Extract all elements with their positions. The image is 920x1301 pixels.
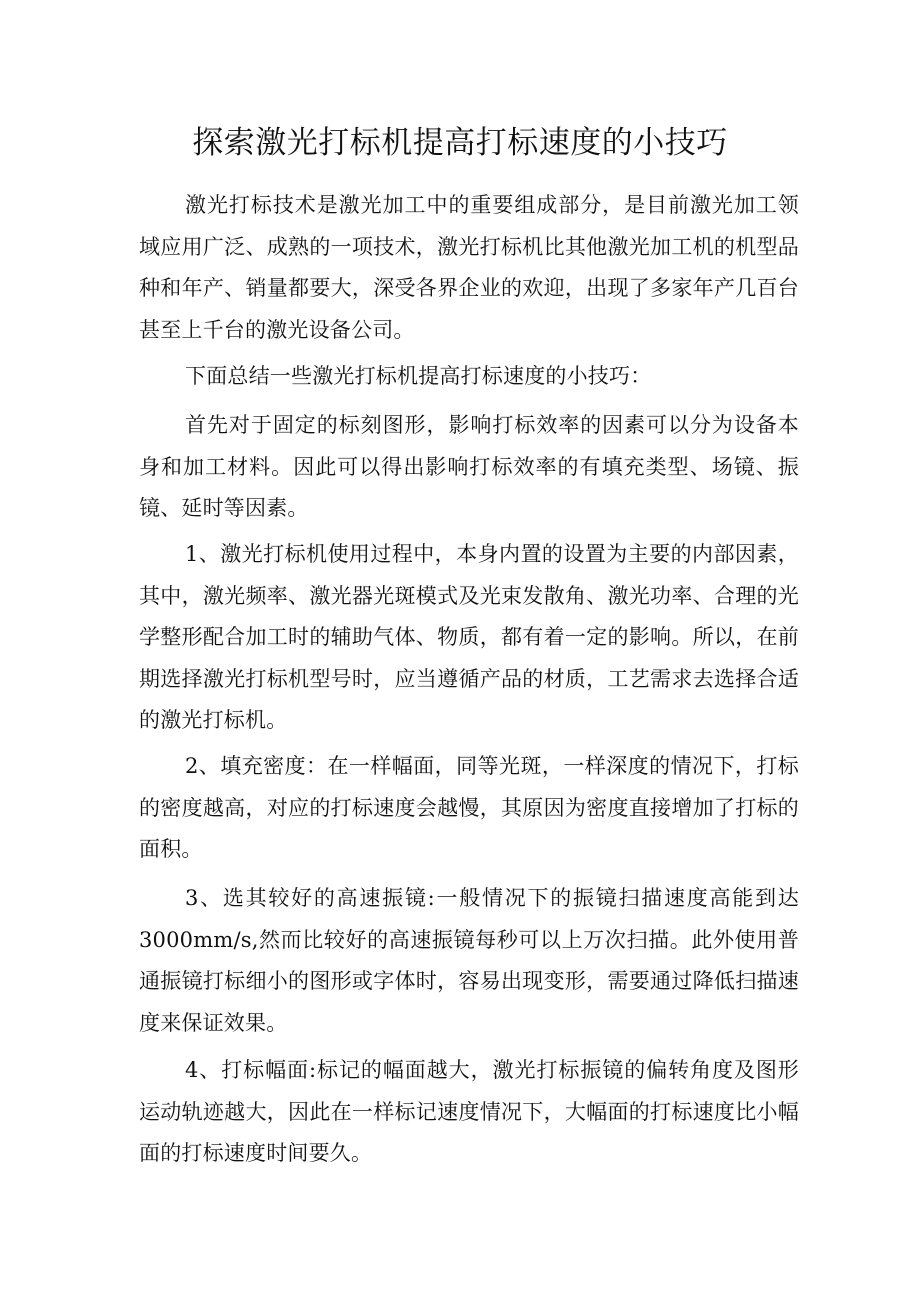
paragraph-tip-3: 3、选其较好的高速振镜:一般情况下的振镜扫描速度高能到达3000mm/s,然而比较好的高速振镜每秒可以上万次扫描。此外使用普通振镜打标细小的图形或字体时，容易出现变形，需要通过降低扫描速度来保证效果。	[139, 886, 799, 1035]
paragraph-tip-4: 4、打标幅面:标记的幅面越大，激光打标振镜的偏转角度及图形运动轨迹越大，因此在一样标记速度情况下，大幅面的打标速度比小幅面的打标速度时间要久。	[139, 1058, 799, 1165]
paragraph-summary-lead: 下面总结一些激光打标机提高打标速度的小技巧：	[185, 364, 652, 388]
document-title: 探索激光打标机提高打标速度的小技巧	[192, 125, 728, 161]
paragraph-factors: 首先对于固定的标刻图形，影响打标效率的因素可以分为设备本身和加工材料。因此可以得出影响打标效率的有填充类型、场镜、振镜、延时等因素。	[139, 413, 799, 520]
paragraph-intro: 激光打标技术是激光加工中的重要组成部分，是目前激光加工领域应用广泛、成熟的一项技术，激光打标机比其他激光加工机的机型品种和年产、销量都要大，深受各界企业的欢迎，出现了多家年产几百台甚至上千台的激光设备公司。	[139, 193, 799, 342]
paragraph-tip-2: 2、填充密度：在一样幅面，同等光斑，一样深度的情况下，打标的密度越高，对应的打标速度会越慢，其原因为密度直接增加了打标的面积。	[139, 754, 799, 861]
paragraph-tip-1: 1、激光打标机使用过程中，本身内置的设置为主要的内部因素，其中，激光频率、激光器光斑模式及光束发散角、激光功率、合理的光学整形配合加工时的辅助气体、物质，都有着一定的影响。所以，在前期选择激光打标机型号时，应当遵循产品的材质，工艺需求去选择合适的激光打标机。	[139, 542, 799, 732]
